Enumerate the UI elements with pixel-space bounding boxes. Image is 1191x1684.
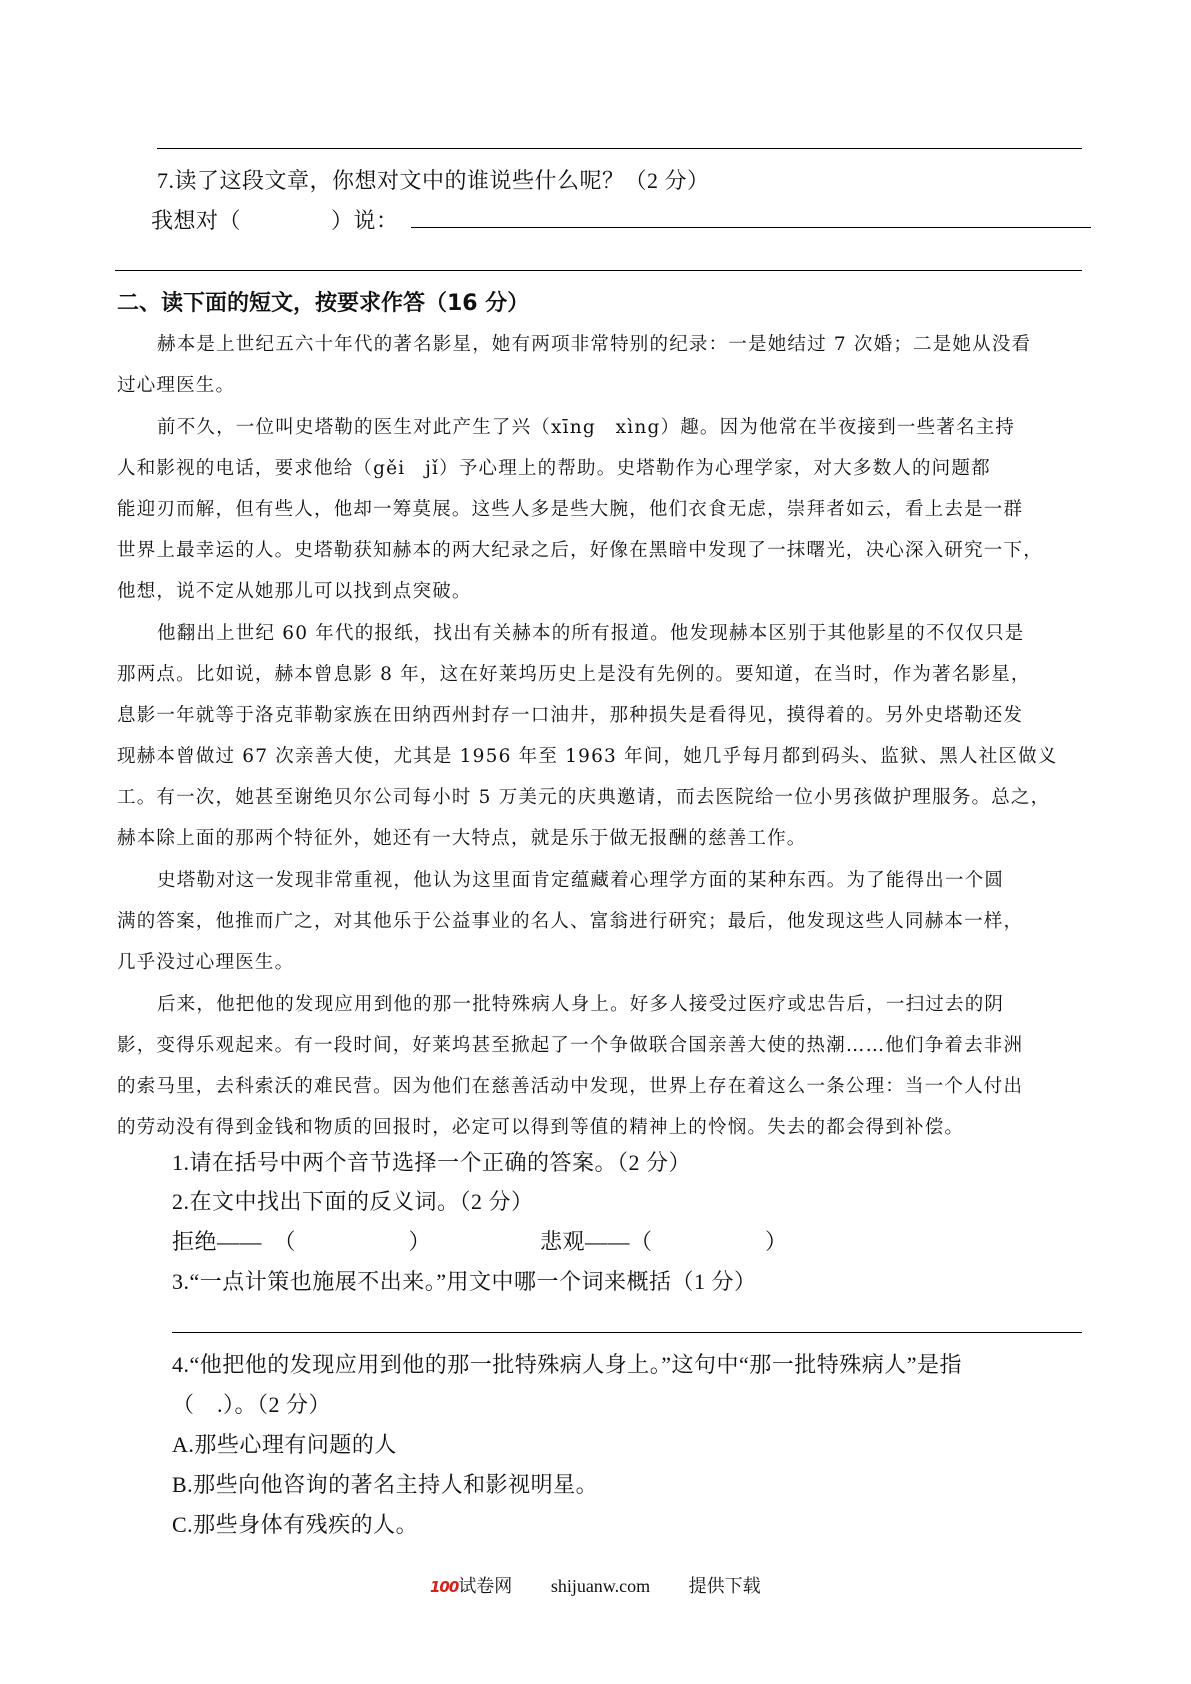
passage-line: 影，变得乐观起来。有一段时间，好莱坞甚至掀起了一个争做联合国亲善大使的热潮……他们争着去非洲 <box>117 1035 1024 1056</box>
passage-line: 的索马里，去科索沃的难民营。因为他们在慈善活动中发现，世界上存在着这么一条公理：当一个人付出 <box>117 1076 1024 1097</box>
q7-answer-row <box>151 204 1091 235</box>
passage-line: 的劳动没有得到金钱和物质的回报时，必定可以得到等值的精神上的怜悯。失去的都会得到补偿。 <box>117 1117 965 1138</box>
q4-prompt-line2: （ .）。（2 分） <box>172 1392 332 1417</box>
passage-line: 能迎刃而解，但有些人，他却一筹莫展。这些人多是些大腕，他们衣食无虑，崇拜者如云，看上去是一群 <box>117 499 1024 520</box>
passage-line: 工。有一次，她甚至谢绝贝尔公司每小时 5 万美元的庆典邀请，而去医院给一位小男孩做护理服务。总之， <box>117 787 1051 808</box>
passage-line: 那两点。比如说，赫本曾息影 8 年，这在好莱坞历史上是没有先例的。要知道，在当时，作为著名影星， <box>117 664 1031 685</box>
q4-option-a[interactable]: A.那些心理有问题的人 <box>172 1432 397 1457</box>
footer-logo-text: 试卷网 <box>458 1576 513 1596</box>
passage-line: 息影一年就等于洛克菲勒家族在田纳西州封存一口油井，那种损失是看得见，摸得着的。另外史塔勒还发 <box>117 705 1024 726</box>
passage-line: 前不久，一位叫史塔勒的医生对此产生了兴（xīng xìng）趣。因为他常在半夜接到一些著名主持 <box>157 417 1016 438</box>
q1-prompt: 1.请在括号中两个音节选择一个正确的答案。（2 分） <box>172 1150 692 1175</box>
q3-prompt: 3.“一点计策也施展不出来。”用文中哪一个词来概括（1 分） <box>172 1269 757 1294</box>
q4-prompt-line1: 4.“他把他的发现应用到他的那一批特殊病人身上。”这句中“那一批特殊病人”是指 <box>172 1352 963 1377</box>
passage-line: 世界上最幸运的人。史塔勒获知赫本的两大纪录之后，好像在黑暗中发现了一抹曙光，决心深入研究一下， <box>117 540 1043 561</box>
passage-line: 他翻出上世纪 60 年代的报纸，找出有关赫本的所有报道。他发现赫本区别于其他影星的不仅仅只是 <box>157 623 1025 644</box>
answer-line-top <box>157 148 1082 149</box>
q7-answer-field[interactable] <box>411 207 1091 228</box>
q2-item-b[interactable]: 悲观——（ ） <box>540 1229 788 1254</box>
logo-100-icon: 100 <box>430 1578 459 1596</box>
passage-line: 史塔勒对这一发现非常重视，他认为这里面肯定蕴藏着心理学方面的某种东西。为了能得出一个圆 <box>157 870 1005 891</box>
passage-line: 现赫本曾做过 67 次亲善大使，尤其是 1956 年至 1963 年间，她几乎每月都到码头、监狱、黑人社区做义 <box>117 746 1058 767</box>
footer-site[interactable]: shijuanw.com <box>550 1576 651 1596</box>
q7-answer-lead: 我想对（ ）说： <box>151 208 399 233</box>
q4-option-b[interactable]: B.那些向他咨询的著名主持人和影视明星。 <box>172 1472 599 1497</box>
section-heading: 二、读下面的短文，按要求作答（16 分） <box>117 291 530 316</box>
footer-note: 提供下载 <box>688 1576 761 1596</box>
passage-line: 人和影视的电话，要求他给（gěi jǐ）予心理上的帮助。史塔勒作为心理学家，对大多数人的问题都 <box>117 458 991 479</box>
passage-line: 赫本除上面的那两个特征外，她还有一大特点，就是乐于做无报酬的慈善工作。 <box>117 828 807 849</box>
footer <box>430 1572 761 1598</box>
q7-prompt: 7.读了这段文章，你想对文中的谁说些什么呢？（2 分） <box>157 168 710 193</box>
passage-line: 几乎没过心理医生。 <box>117 952 295 973</box>
divider-line <box>115 270 1082 271</box>
passage-line: 后来，他把他的发现应用到他的那一批特殊病人身上。好多人接受过医疗或忠告后，一扫过去的阴 <box>157 994 1005 1015</box>
passage-line: 他想，说不定从她那儿可以找到点突破。 <box>117 581 472 602</box>
passage-line: 过心理医生。 <box>117 375 236 396</box>
q2-item-a[interactable]: 拒绝—— （ ） <box>172 1229 432 1254</box>
q3-answer-line[interactable] <box>172 1332 1082 1333</box>
q2-prompt: 2.在文中找出下面的反义词。（2 分） <box>172 1189 534 1214</box>
passage-line: 赫本是上世纪五六十年代的著名影星，她有两项非常特别的纪录：一是她结过 7 次婚；二是她从没看 <box>157 334 1032 355</box>
q4-option-c[interactable]: C.那些身体有残疾的人。 <box>172 1512 419 1537</box>
passage-line: 满的答案，他推而广之，对其他乐于公益事业的名人、富翁进行研究；最后，他发现这些人同赫本一样， <box>117 911 1024 932</box>
